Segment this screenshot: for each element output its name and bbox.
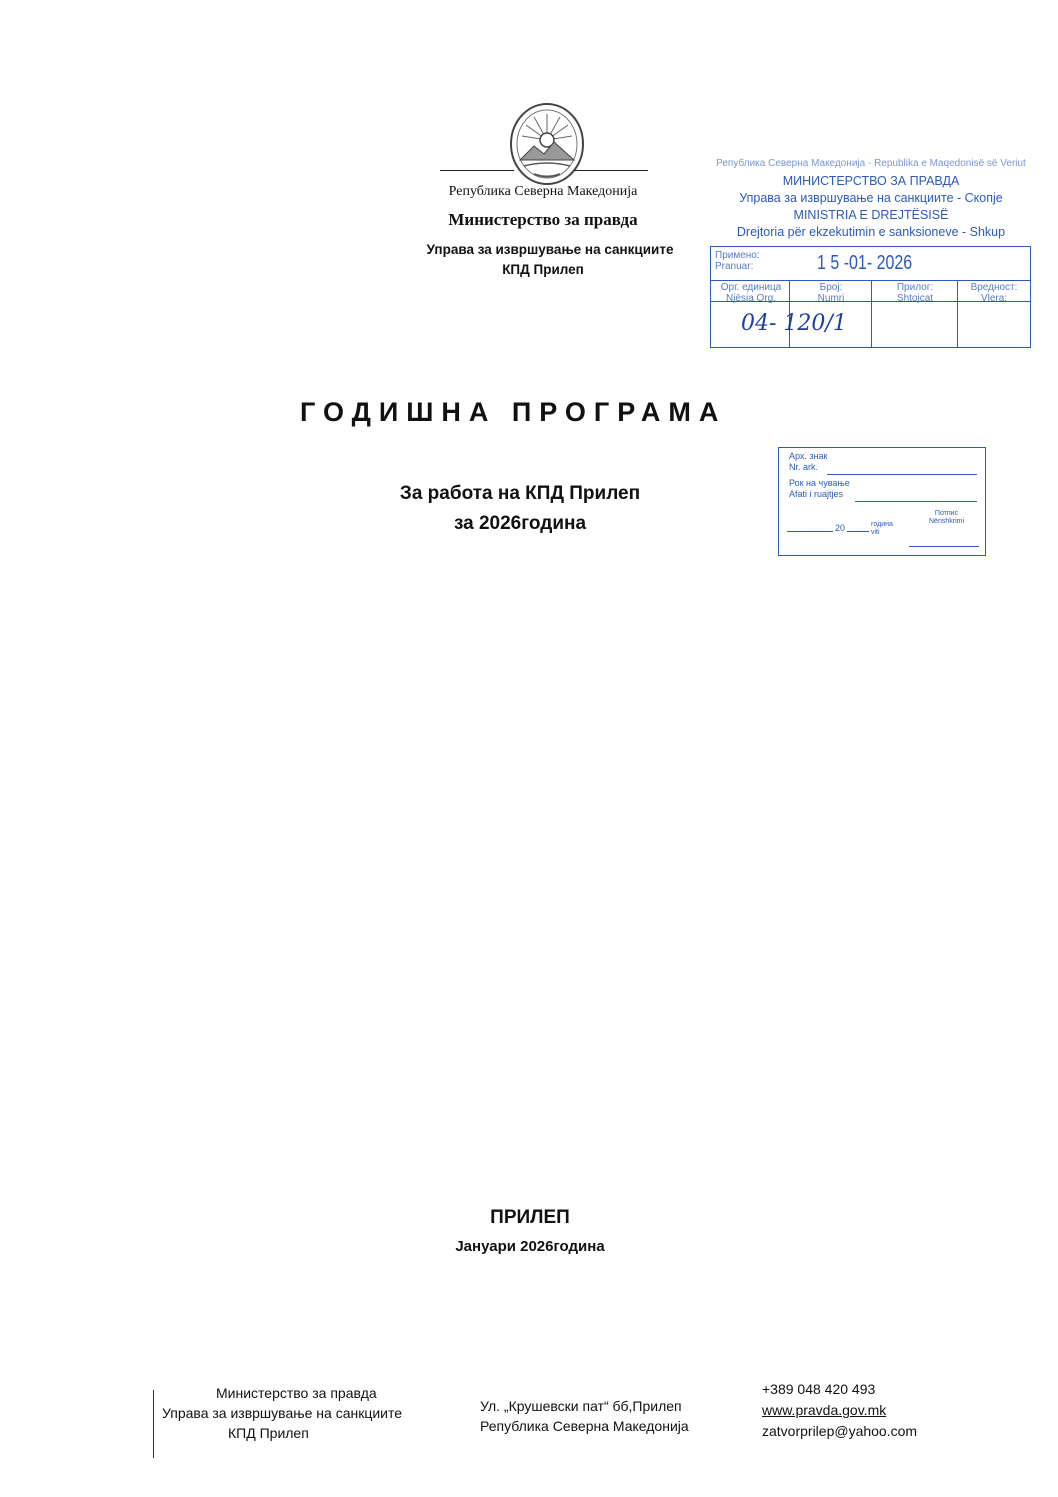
stamp-col-attachment: Прилог: Shtojcat bbox=[896, 282, 934, 304]
subtitle-line-1: За работа на КПД Прилеп bbox=[399, 483, 641, 504]
stamp-line-directorate-al: Drejtoria për ekzekutimin e sanksioneve - Shkup bbox=[736, 225, 1006, 239]
registry-stamp bbox=[706, 158, 1036, 358]
header-rule-right bbox=[574, 170, 648, 171]
footer-phone: +389 048 420 493 bbox=[762, 1381, 876, 1397]
footer-divider bbox=[153, 1390, 154, 1458]
stamp-line-ministry: МИНИСТЕРСТВО ЗА ПРАВДА bbox=[782, 174, 960, 188]
archive-year-label: година viti bbox=[871, 521, 893, 536]
stamp-line-country: Република Северна Македонија - Republika e Maqedonisë së Veriut bbox=[716, 158, 1026, 169]
stamp-col-value: Вредност: Vlera: bbox=[970, 282, 1018, 304]
footer-website-link[interactable]: www.pravda.gov.mk bbox=[762, 1402, 887, 1418]
archive-term-label-al: Afati i ruajtjes bbox=[789, 489, 844, 499]
footer-address: Ул. „Крушевски пат“ бб,Прилеп bbox=[480, 1398, 682, 1414]
header-rule-left bbox=[440, 170, 514, 171]
date-line: Јануари 2026година bbox=[455, 1238, 605, 1255]
header-directorate: Управа за извршување на санкциите bbox=[426, 242, 674, 257]
archive-stamp bbox=[778, 447, 986, 556]
header-ministry: Министерство за правда bbox=[448, 210, 638, 229]
stamp-line-ministry-al: MINISTRIA E DREJTËSISË bbox=[793, 208, 949, 222]
stamp-date: 1 5 -01- 2026 bbox=[817, 252, 913, 274]
stamp-received-label: Примено: Pranuar: bbox=[715, 250, 760, 272]
stamp-col-org-unit: Орг. единица Njësia Org. bbox=[720, 282, 782, 304]
subtitle-line-2: за 2026година bbox=[453, 513, 587, 534]
stamp-handwritten-number: 04- 120/1 bbox=[741, 311, 847, 336]
archive-signature-label: Потпис Nënshkrimi bbox=[929, 510, 965, 525]
header-institution: КПД Прилеп bbox=[502, 262, 584, 277]
stamp-grid bbox=[710, 246, 1031, 348]
place: ПРИЛЕП bbox=[490, 1207, 570, 1228]
archive-mark-label: Арх. знак bbox=[789, 451, 828, 461]
coat-of-arms-emblem bbox=[504, 100, 590, 186]
footer-email[interactable]: zatvorprilep@yahoo.com bbox=[762, 1423, 918, 1439]
document-title: ГОДИШНА ПРОГРАМА bbox=[300, 397, 727, 427]
footer-country: Република Северна Македонија bbox=[480, 1418, 689, 1434]
stamp-col-number: Број: Numri bbox=[817, 282, 845, 304]
footer-institution: КПД Прилеп bbox=[228, 1425, 309, 1441]
archive-mark-label-al: Nr. ark. bbox=[789, 462, 819, 472]
stamp-line-directorate: Управа за извршување на санкциите - Скопје bbox=[739, 191, 1003, 205]
footer-ministry: Министерство за правда bbox=[216, 1385, 377, 1401]
header-country: Република Северна Македонија bbox=[448, 184, 638, 199]
archive-term-label: Рок на чување bbox=[789, 478, 850, 488]
archive-year-prefix: 20 bbox=[835, 523, 846, 533]
footer-directorate: Управа за извршување на санкциите bbox=[162, 1405, 403, 1421]
